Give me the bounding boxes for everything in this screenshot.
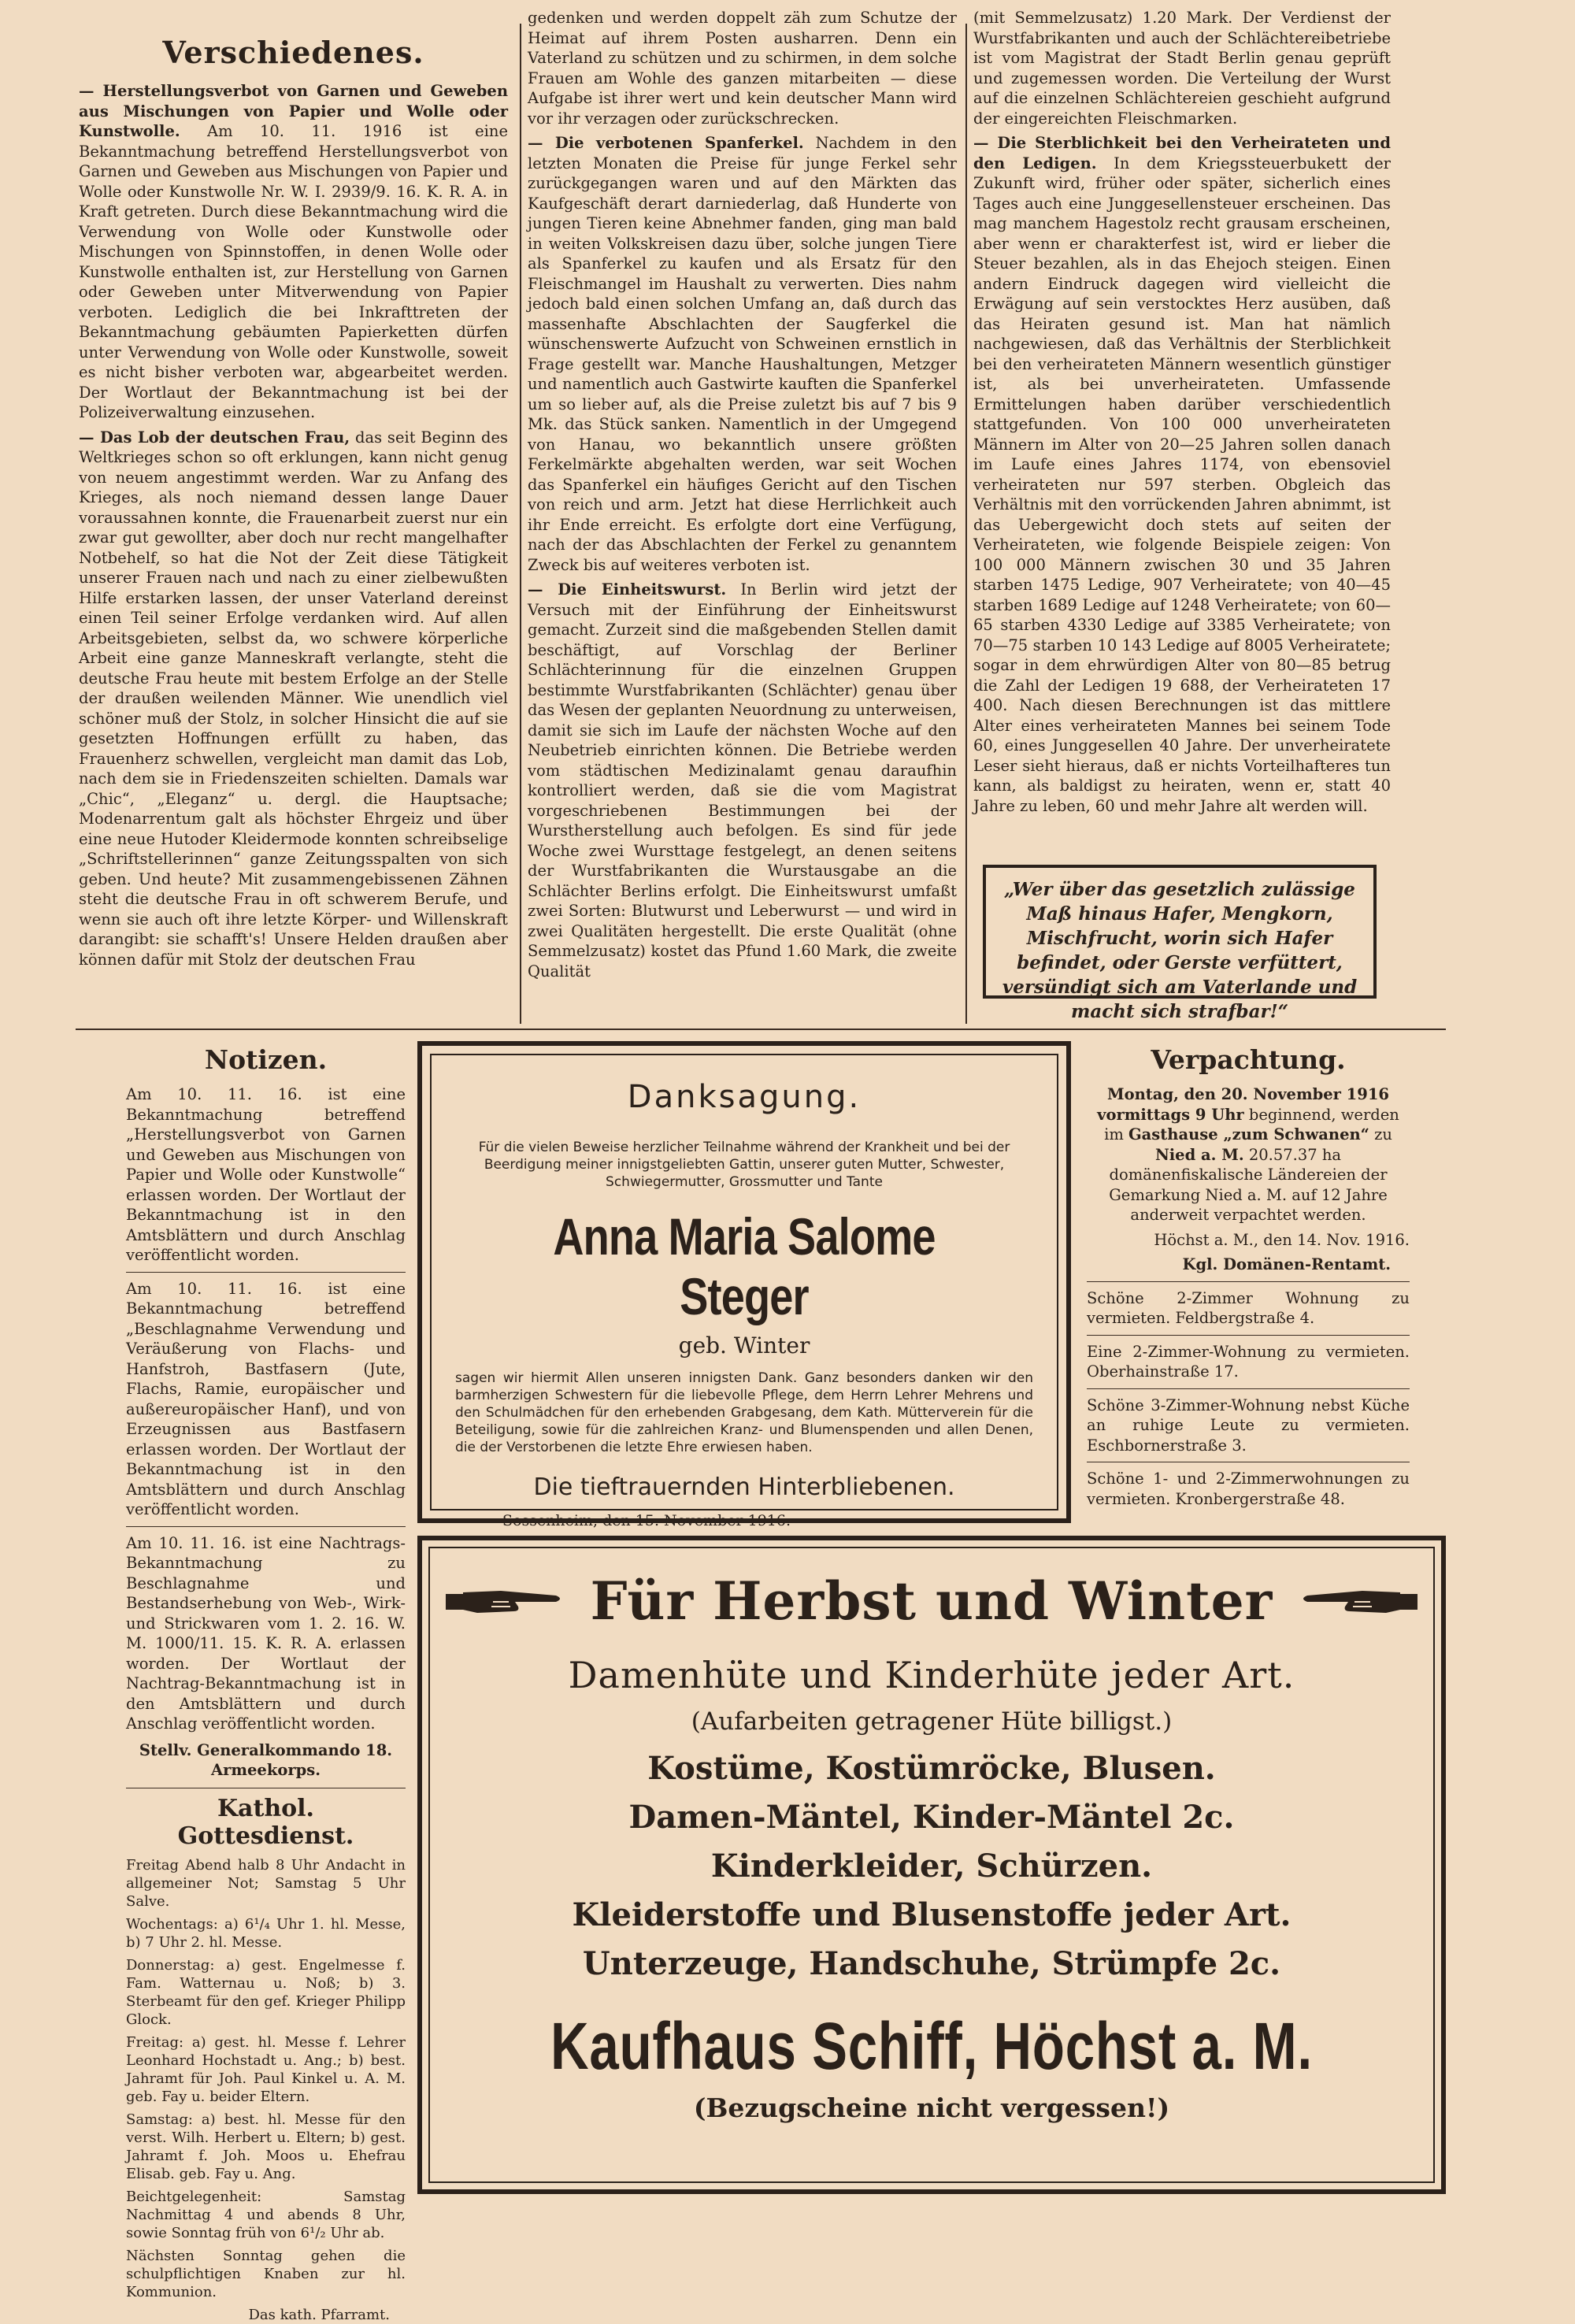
lease-text: zu	[1374, 1125, 1392, 1143]
signature: Das kath. Pfarramt.	[248, 2306, 390, 2323]
article-headline: — Das Lob der deutschen Frau,	[79, 428, 350, 447]
article-text: das seit Beginn des Weltkrieges schon so oft erklungen, kann nicht genug von neuem angestimmt werden. War zu Anfang des Krieges, als noch niemand dessen lange Dauer voraussahnen konnte, die Frauenarbeit zuerst nur ein zwar gut gewollter, aber doch nur recht mangelhafter Notbehelf, so hat die Not der Zeit diese Tätigkeit unserer Frauen nach und nach zu einer zielbewußten Hilfe erstarken lassen, der unser Vaterland dereinst einen Teil seiner Erfolge verdanken wird. Auf allen Arbeitsgebieten, selbst da, wo schwere körperliche Arbeit eine ganze Manneskraft verlangte, steht die deutsche Frau heute mit bestem Erfolge an der Stelle der draußen weilenden Männer. Wie unendlich viel schöner muß der Stolz, in solcher Hinsicht die auf sie gesetzten Hoffnungen erfüllt zu haben, das Frauenherz schwellen, vergleicht man damit das Lob, nach dem sie in Friedenszeiten schielten. Damals war „Chic“, „Eleganz“ u. dergl. die Hauptsache; Modenarrentum galt als höchster Ehrgeiz und über eine neue Hutoder Kleidermode konnten schreibselige „Schriftstellerinnen“ ganze Zeitungsspalten von sich geben. Und heute? Mit zusammengebissenen Zähnen steht die deutsche Frau in oft schwerem Berufe, und wenn sie auch oft ihre letzte Körper- und Willenskraft darangibt: sie schafft's! Unsere Helden draußen aber können dafür mit Stolz der deutschen Frau	[79, 428, 508, 969]
article-headline: — Die Einheitswurst.	[528, 580, 727, 599]
advert-line: Unterzeuge, Handschuhe, Strümpfe 2c.	[582, 1945, 1281, 1982]
lease-town: Nied a. M.	[1154, 1145, 1244, 1164]
service-line: Donnerstag: a) gest. Engelmesse f. Fam. Watternau u. Noß; b) 3. Sterbeamt für den gef. Krieger Philipp Glock.	[126, 1956, 406, 2028]
advertisement	[417, 1536, 1446, 2194]
column-rule	[965, 24, 967, 1024]
advert-footer: (Bezugscheine nicht vergessen!)	[693, 2092, 1170, 2123]
advertisement-frame	[428, 1547, 1435, 2183]
article-headline: — Die Sterblichkeit bei den Verheirateten und den Ledigen.	[973, 134, 1391, 172]
lease-venue: Gasthause „zum Schwanen“	[1128, 1125, 1369, 1143]
article	[79, 428, 508, 970]
divider	[126, 1272, 406, 1273]
classified-ad: Eine 2-Zimmer-Wohnung zu vermieten. Oberhainstraße 17.	[1087, 1342, 1410, 1381]
service-line: Samstag: a) best. hl. Messe für den verst. Wilh. Herbert u. Eltern; b) gest. Jahramt f. Joh. Moos u. Ehefrau Elisab. geb. Fay u. Ang.	[126, 2111, 406, 2182]
article	[528, 133, 957, 575]
column-right	[973, 8, 1391, 858]
service-line: Freitag: a) gest. hl. Messe f. Lehrer Leonhard Hochstadt u. Ang.; b) best. Jahramt für Joh. Paul Kinkel u. A. M. geb. Fay u. beider Eltern.	[126, 2033, 406, 2105]
section-title: Notizen.	[204, 1044, 328, 1075]
section-title: Verpachtung.	[1151, 1044, 1346, 1075]
article-headline: — Die verbotenen Spanferkel.	[528, 134, 804, 152]
advert-line: Damen-Mäntel, Kinder-Mäntel 2c.	[628, 1799, 1235, 1836]
service-line: Nächsten Sonntag gehen die schulpflichtigen Knaben zur hl. Kommunion.	[126, 2247, 406, 2300]
column-middle	[528, 8, 957, 1025]
place-date: Sossenheim, den 15. November 1916.	[502, 1512, 791, 1529]
divider	[1087, 1281, 1410, 1282]
section-title: Kathol. Gottesdienst.	[177, 1794, 354, 1850]
notice: Am 10. 11. 16. ist eine Bekanntmachung betreffend „Beschlagnahme Verwendung und Veräußerung von Flachs- und Hanfstroh, Bastfasern (Jute, Flachs, Ramie, europäischer und außereuropäischer Hanf), und von Erzeugnissen aus Bastfasern erlassen worden. Der Wortlaut der Bekanntmachung ist in den Amtsblättern und durch Anschlag veröffentlicht worden.	[126, 1279, 406, 1518]
section-title: Verschiedenes.	[162, 35, 424, 70]
notice: Am 10. 11. 16. ist eine Bekanntmachung betreffend „Herstellungsverbot von Garnen und Geweben aus Mischungen von Papier und Wolle oder Kunstwolle“ erlassen worden. Der Wortlaut der Bekanntmachung ist in den Amtsblättern und durch Anschlag veröffentlicht worden.	[126, 1085, 406, 1264]
divider	[1087, 1335, 1410, 1336]
maiden-name: geb. Winter	[678, 1333, 810, 1358]
lease-place-date: Höchst a. M., den 14. Nov. 1916.	[1154, 1230, 1410, 1249]
divider	[126, 1526, 406, 1527]
article	[528, 580, 957, 981]
lease-text: 20.57.37 ha domänenfiskalische Ländereien der Gemarkung Nied a. M. auf 12 Jahre anderweit verpachtet werden.	[1109, 1145, 1388, 1224]
advert-subheadline: Damenhüte und Kinderhüte jeder Art.	[568, 1654, 1295, 1696]
service-line: Freitag Abend halb 8 Uhr Andacht in allgemeiner Not; Samstag 5 Uhr Salve.	[126, 1856, 406, 1910]
pointing-hand-left-icon	[1299, 1583, 1418, 1619]
lease-notice	[1087, 1084, 1410, 1225]
danksagung-frame	[430, 1054, 1058, 1529]
store-name: Kaufhaus Schiff, Höchst a. M.	[550, 2009, 1313, 2083]
service-line: Beichtgelegenheit: Samstag Nachmittag 4 und abends 8 Uhr, sowie Sonntag früh von 6¹/₂ Uhr ab.	[126, 2188, 406, 2241]
column-rule	[520, 24, 521, 1024]
lease-date: Montag, den 20. November 1916 vormittags 9 Uhr	[1097, 1085, 1389, 1124]
pointing-hand-right-icon	[446, 1583, 564, 1619]
lease-office: Kgl. Domänen-Rentamt.	[1182, 1255, 1391, 1273]
divider	[1087, 1388, 1410, 1389]
article-headline: — Herstellungsverbot von Garnen und Geweben aus Mischungen von Papier und Wolle oder Kunstwolle.	[79, 82, 508, 140]
advert-line: Kinderkleider, Schürzen.	[710, 1848, 1153, 1885]
column-notizen	[126, 1044, 406, 2323]
mourners: Die tieftrauernden Hinterbliebenen.	[533, 1473, 955, 1501]
section-rule	[76, 1029, 1446, 1030]
classified-ad: Schöne 3-Zimmer-Wohnung nebst Küche an ruhige Leute zu vermieten. Eschbornerstraße 3.	[1087, 1396, 1410, 1455]
lease-text: beginnend, werden im	[1104, 1105, 1399, 1143]
article-text: In Berlin wird jetzt der Versuch mit der Einführung der Einheitswurst gemacht. Zurzeit sind die maßgebenden Stellen damit beschäftigt, auf Vorschlag der Berliner Schlächterinnung für die einzelnen Gruppen bestimmte Wurstfabrikanten (Schlächter) genau über das Wesen der geplanten Neuordnung zu unterweisen, damit sie sich im Laufe der nächsten Woche auf den Neubetrieb einrichten können. Die Betriebe werden vom städtischen Medizinalamt genau daraufhin kontrolliert werden, daß sie die vom Magistrat vorgeschriebenen Bestimmungen bei der Wurstherstellung auch befolgen. Es sind für jede Woche zwei Wursttage festgelegt, an denen seitens der Wurstfabrikanten die Wurstausgabe an die Schlächter Berlins erfolgt. Die Einheitswurst umfaßt zwei Sorten: Blutwurst und Leberwurst — und wird in zwei Qualitäten hergestellt. Die erste Qualität (ohne Semmelzusatz) kostet das Pfund 1.60 Mark, die zweite Qualität	[528, 580, 958, 980]
article-text: In dem Kriegssteuerbukett der Zukunft wird, früher oder später, sicherlich eines Tages auch eine Junggesellensteuer erscheinen. Das mag manchem Hagestolz recht grausam erscheinen, aber wenn er charakterfest ist, wird er lieber die Steuer bezahlen, als in das Ehejoch steigen. Einen andern Eindruck dagegen wird vielleicht die Erwägung auf sein verstocktes Herz ausüben, daß das Heiraten gesund ist. Man hat nämlich nachgewiesen, daß das Verhältnis der Sterblichkeit bei den verheirateten Männern wesentlich günstiger ist, als bei unverheirateten. Umfassende Ermittelungen haben darüber verschiedentlich stattgefunden. Von 100 000 unverheirateten Männern im Alter von 20—25 Jahren sollen danach im Laufe eines Jahres 1174, von ebensoviel verheirateten nur 597 sterben. Obgleich das Verhältnis mit den vorrückenden Jahren abnimmt, ist das Uebergewicht doch stets auf seiten der Verheirateten, wie folgende Beispiele zeigen: Von 100 000 Männern zwischen 30 und 35 Jahren starben 1475 Ledige, 907 Verheiratete; von 40—45 starben 1689 Ledige auf 1248 Verheiratete; von 60—65 starben 4330 Ledige auf 3385 Verheiratete; von 70—75 starben 10 143 Ledige auf 8005 Verheiratete; sogar in dem ehrwürdigen Alter von 80—85 betrug die Zahl der Ledigen 19 688, der Verheirateten 17 400. Nach diesen Berechnungen ist das mittlere Alter eines verheirateten Mannes bei seinem Tode 60, eines Junggesellen 40 Jahre. Der unverheiratete Leser sieht hieraus, daß er nichts Vorteilhafteres tun kann, als baldigst zu heiraten, wenn er, statt 40 Jahre zu leben, 60 und mehr Jahre alt werden will.	[973, 154, 1392, 815]
signature: Stellv. Generalkommando 18. Armeekorps.	[139, 1740, 393, 1779]
article-text: Am 10. 11. 1916 ist eine Bekanntmachung betreffend Herstellungsverbot von Garnen und Geweben aus Mischungen von Papier und Wolle oder Kunstwolle Nr. W. I. 2939/9. 16. K. R. A. in Kraft getreten. Durch diese Bekanntmachung wird die Verwendung von Wolle oder Kunstwolle oder Mischungen von Spinnstoffen, in denen Wolle oder Kunstwolle enthalten ist, zur Herstellung von Garnen oder Geweben unter Mitverwendung von Papier verboten. Lediglich die bei Inkrafttreten der Bekanntmachung gebäumten Papierketten dürfen unter Verwendung von Wolle oder Kunstwolle, soweit es nicht bisher verboten war, abgearbeitet werden. Der Wortlaut der Bekanntmachung ist bei der Polizeiverwaltung einzusehen.	[79, 122, 508, 421]
article-text: Nachdem in den letzten Monaten die Preise für junge Ferkel sehr zurückgegangen waren und auf den Märkten das Kaufgeschäft derart darniederlag, daß Hunderte von jungen Tieren keine Abnehmer fanden, ging man bald in weiten Volkskreisen dazu über, solche jungen Tiere als Spanferkel zu kaufen und als Ersatz für den Fleischmangel im Haushalt zu verwerten. Dies nahm jedoch bald einen solchen Umfang an, daß durch das massenhafte Abschlachten der Saugferkel die wünschenswerte Aufzucht von Schweinen ernstlich in Frage gestellt war. Manche Haushaltungen, Metzger und namentlich auch Gastwirte kauften die Spanferkel um so lieber auf, als die Preise zuletzt bis auf 7 bis 9 Mk. das Stück sanken. Namentlich in der Umgegend von Hanau, wo bekanntlich unsere größten Ferkelmärkte abgehalten werden, war seit Wochen das Spanferkel ein häufiges Gericht auf den Tischen von reich und arm. Jetzt hat diese Herrlichkeit auch ihr Ende erreicht. Es erfolgte dort eine Verfügung, nach der das Abschlachten der Ferkel zu genanntem Zweck bis auf weiteres verboten ist.	[528, 134, 957, 574]
advert-line: Kostüme, Kostümröcke, Blusen.	[647, 1750, 1216, 1787]
column-verschiedenes	[79, 32, 508, 1025]
notice: Am 10. 11. 16. ist eine Nachtrags-Bekanntmachung zu Beschlagnahme und Bestandserhebung von Web-, Wirk- und Strickwaren vom 1. 2. 16. W. M. 1000/11. 15. K. R. A. erlassen worden. Der Wortlaut der Nachtrag-Bekanntmachung ist in den Amtsblättern und durch Anschlag veröffentlicht worden.	[126, 1533, 406, 1733]
advert-header	[446, 1570, 1418, 1632]
danksagung-body: sagen wir hiermit Allen unseren innigsten Dank. Ganz besonders danken wir den barmherzigen Schwestern für die liebevolle Pflege, dem Herrn Lehrer Mehrens und den Schulmädchen für den erhebenden Grabgesang, dem Kath. Mütterverein für die Beteiligung, sowie für die zahlreichen Kranz- und Blumenspenden und allen Denen, die der Verstorbenen die letzte Ehre erwiesen haben.	[455, 1370, 1033, 1455]
danksagung-title: Danksagung.	[627, 1079, 862, 1115]
danksagung-intro: Für die vielen Beweise herzlicher Teilnahme während der Krankheit und bei der Beerdigung meiner innigstgeliebten Gattin, unserer guten Mutter, Schwester, Schwiegermutter, Grossmutter und Tante	[478, 1140, 1010, 1190]
column-verpachtung	[1087, 1044, 1410, 1525]
advert-headline: Für Herbst und Winter	[590, 1570, 1273, 1632]
service-line: Wochentags: a) 6¹/₄ Uhr 1. hl. Messe, b) 7 Uhr 2. hl. Messe.	[126, 1915, 406, 1951]
danksagung-notice	[417, 1041, 1071, 1529]
article	[79, 81, 508, 423]
deceased-name: Anna Maria Salome Steger	[553, 1207, 936, 1325]
advert-line: Kleiderstoffe und Blusenstoffe jeder Art.	[572, 1896, 1292, 1933]
article	[973, 133, 1391, 816]
warning-notice: „Wer über das gesetzlich zulässige Maß hinaus Hafer, Mengkorn, Mischfrucht, worin sich Hafer befindet, oder Gerste verfüttert, versündigt sich am Vaterlande und macht sich strafbar!“	[983, 865, 1377, 999]
classified-ad: Schöne 1- und 2-Zimmerwohnungen zu vermieten. Kronbergerstraße 48.	[1087, 1470, 1410, 1508]
article-text: (mit Semmelzusatz) 1.20 Mark. Der Verdienst der Wurstfabrikanten und auch der Schlächtereibetriebe ist vom Magistrat der Stadt Berlin genau geprüft und zugemessen worden. Die Verteilung der Wurst auf die einzelnen Schlächtereien geschieht aufgrund der eingereichten Fleischmarken.	[973, 9, 1391, 128]
article-text: gedenken und werden doppelt zäh zum Schutze der Heimat auf ihrem Posten ausharren. Denn ein Vaterland zu schützen und zu schirmen, in dem solche Frauen am Wohle des ganzen mitarbeiten — diese Aufgabe ist ihrer wert und kein deutscher Mann wird vor ihr verzagen oder zurückschrecken.	[528, 9, 957, 128]
advert-note: (Aufarbeiten getragener Hüte billigst.)	[691, 1707, 1173, 1736]
classified-ad: Schöne 2-Zimmer Wohnung zu vermieten. Feldbergstraße 4.	[1087, 1288, 1410, 1327]
